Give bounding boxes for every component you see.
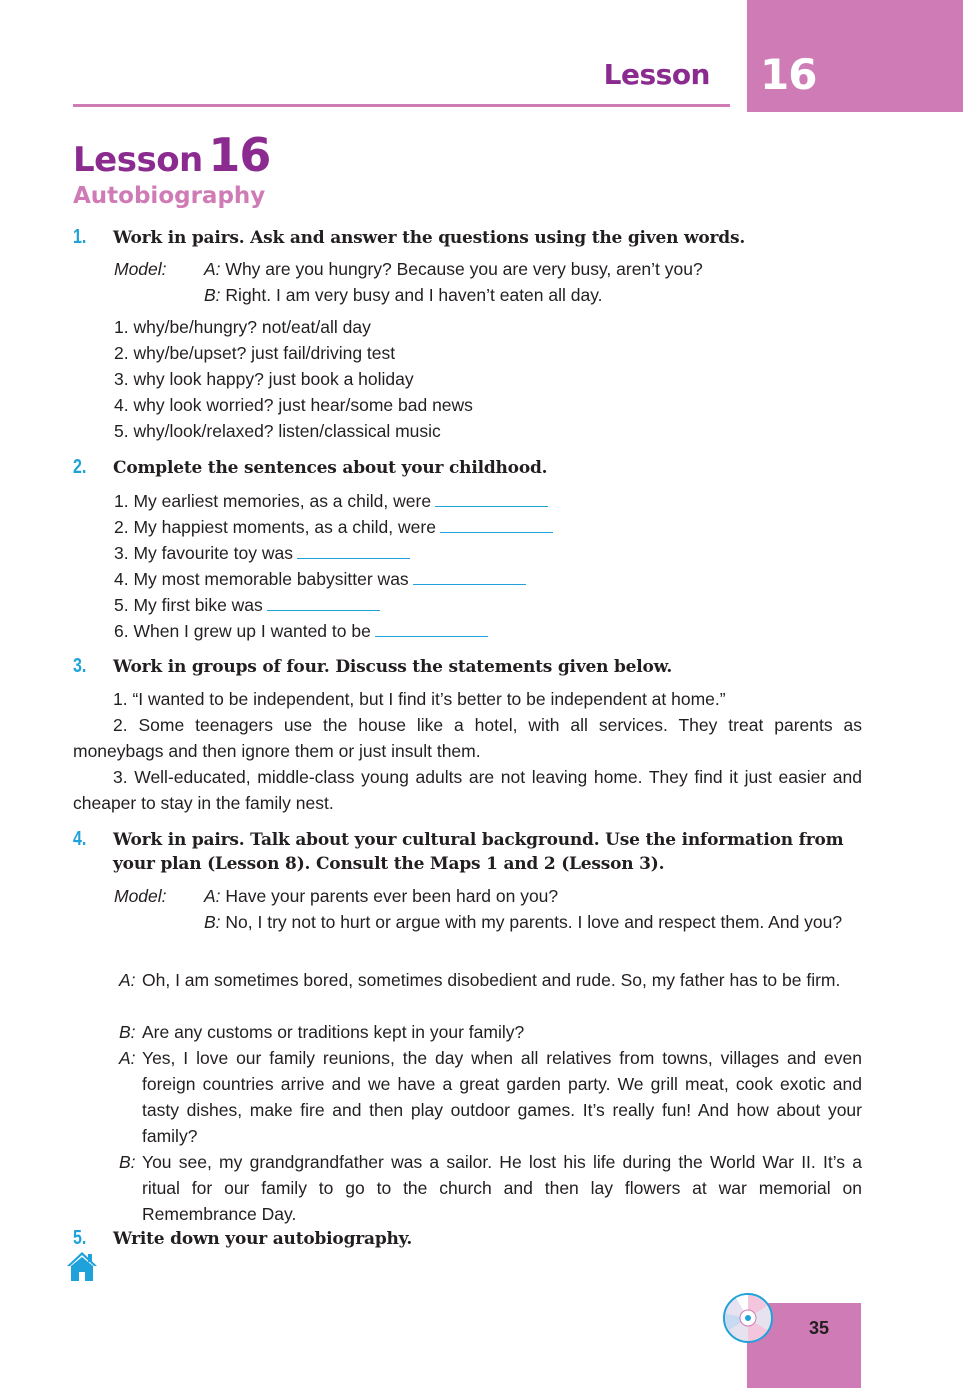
lesson-title-word: Lesson <box>73 140 203 180</box>
exercise-1-number: 1. <box>73 226 87 248</box>
answer-blank[interactable] <box>267 595 380 611</box>
statement <box>73 686 862 712</box>
fill-in-item <box>114 566 526 592</box>
fill-in-text: 1. My earliest memories, as a child, were <box>114 491 432 511</box>
exercise-4-model-b <box>204 909 862 935</box>
list-item: 5. why/look/relaxed? listen/classical music <box>114 421 441 441</box>
exercise-1-model-b <box>204 282 603 308</box>
header-lesson-label: Lesson <box>603 58 710 91</box>
dialogue-line <box>119 1149 862 1227</box>
fill-in-text: 4. My most memorable babysitter was <box>114 569 409 589</box>
speaker-label: A: <box>204 886 221 906</box>
dialogue-line <box>119 1019 862 1045</box>
statement-text: 3. Well-educated, middle-class young adults are not leaving home. They find it just easier and cheaper to stay in the family nest. <box>73 767 862 813</box>
answer-blank[interactable] <box>435 491 548 507</box>
model-text: Have your parents ever been hard on you? <box>225 886 559 906</box>
exercise-3-number: 3. <box>73 655 87 677</box>
speaker-label: B: <box>204 285 221 305</box>
dialogue-line <box>119 1045 862 1149</box>
exercise-5-number: 5. <box>73 1227 87 1249</box>
header-rule <box>73 104 730 107</box>
dialogue-text: Yes, I love our family reunions, the day when all relatives from towns, villages and even foreign countries arrive and we have a great garden party. We grill meat, cook exotic and tasty dishes, make fire and then play outdoor games. It’s really fun! And how about your family? <box>142 1048 862 1146</box>
dialogue-text: You see, my grandgrandfather was a sailor. He lost his life during the World War II. It’s a ritual for our family to go to the church and then lay flowers at war memorial on Remembrance Day. <box>142 1152 862 1224</box>
fill-in-text: 6. When I grew up I wanted to be <box>114 621 371 641</box>
exercise-5-instruction: Write down your autobiography. <box>113 1229 413 1249</box>
exercise-2-number: 2. <box>73 456 87 478</box>
exercise-1-model-label: Model: <box>114 259 167 279</box>
exercise-3-instruction: Work in groups of four. Discuss the statements given below. <box>113 657 673 677</box>
cd-disc-icon <box>722 1292 774 1344</box>
speaker-label: B: <box>119 1152 136 1172</box>
statement-text: 1. “I wanted to be independent, but I find it’s better to be independent at home.” <box>113 689 726 709</box>
answer-blank[interactable] <box>413 569 526 585</box>
fill-in-item <box>114 514 553 540</box>
fill-in-item <box>114 592 380 618</box>
statement <box>73 764 862 816</box>
lesson-title <box>73 128 270 182</box>
fill-in-text: 3. My favourite toy was <box>114 543 293 563</box>
list-item: 3. why look happy? just book a holiday <box>114 369 414 389</box>
model-text: Right. I am very busy and I haven’t eaten all day. <box>225 285 603 305</box>
dialogue-text: Oh, I am sometimes bored, sometimes disobedient and rude. So, my father has to be firm. <box>142 970 841 990</box>
exercise-2-instruction: Complete the sentences about your childhood. <box>113 458 548 478</box>
speaker-label: A: <box>119 1048 136 1068</box>
answer-blank[interactable] <box>375 621 488 637</box>
page-number: 35 <box>808 1318 830 1338</box>
fill-in-text: 2. My happiest moments, as a child, were <box>114 517 436 537</box>
exercise-4-instruction: Work in pairs. Talk about your cultural background. Use the information from your plan (Lesson 8). Consult the Maps 1 and 2 (Lesson 3). <box>113 830 844 874</box>
statement-text: 2. Some teenagers use the house like a hotel, with all services. They treat parents as moneybags and then ignore them or just insult them. <box>73 715 862 761</box>
home-icon <box>66 1250 98 1282</box>
dialogue-line <box>119 967 862 993</box>
speaker-label: A: <box>204 259 221 279</box>
speaker-label: A: <box>119 970 136 990</box>
list-item: 1. why/be/hungry? not/eat/all day <box>114 317 371 337</box>
model-text: No, I try not to hurt or argue with my parents. I love and respect them. And you? <box>225 912 843 932</box>
lesson-subtitle: Autobiography <box>73 183 266 209</box>
list-item: 2. why/be/upset? just fail/driving test <box>114 343 396 363</box>
speaker-label: B: <box>204 912 221 932</box>
exercise-1-instruction: Work in pairs. Ask and answer the questions using the given words. <box>113 228 746 248</box>
list-item: 4. why look worried? just hear/some bad news <box>114 395 473 415</box>
speaker-label: B: <box>119 1022 136 1042</box>
dialogue-text: Are any customs or traditions kept in your family? <box>142 1022 525 1042</box>
answer-blank[interactable] <box>440 517 553 533</box>
fill-in-item <box>114 540 410 566</box>
model-text: Why are you hungry? Because you are very busy, aren’t you? <box>225 259 703 279</box>
fill-in-item <box>114 618 488 644</box>
exercise-1-model-a <box>204 256 703 282</box>
fill-in-item <box>114 488 548 514</box>
statement <box>73 712 862 764</box>
lesson-title-number: 16 <box>208 128 271 182</box>
exercise-4-number: 4. <box>73 828 87 850</box>
answer-blank[interactable] <box>297 543 410 559</box>
exercise-4-model-label: Model: <box>114 886 167 906</box>
fill-in-text: 5. My first bike was <box>114 595 263 615</box>
header-lesson-number: 16 <box>760 50 817 99</box>
exercise-4-model-a <box>204 883 558 909</box>
